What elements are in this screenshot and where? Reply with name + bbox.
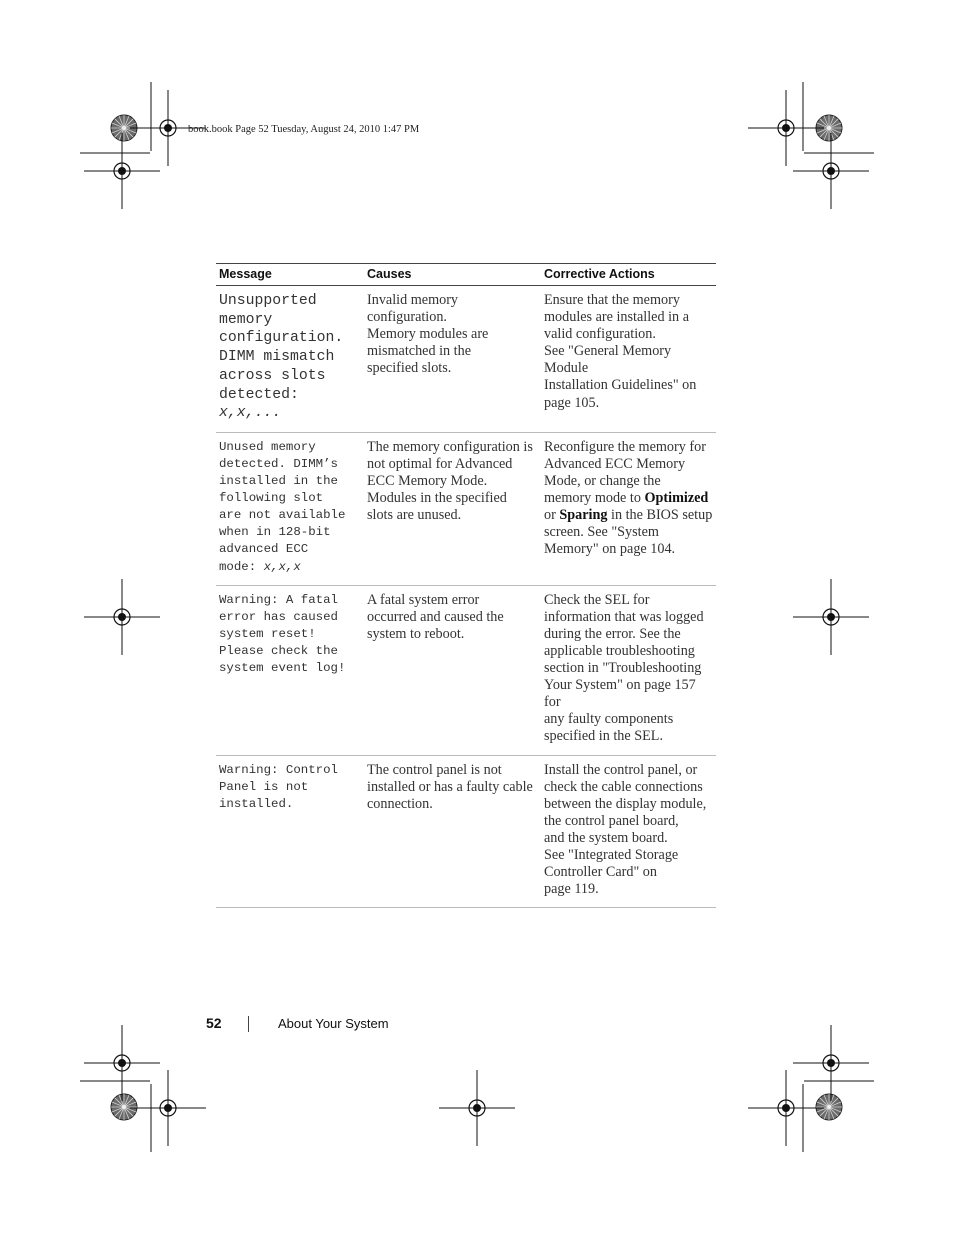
message-line: across slots <box>219 367 326 384</box>
cause-line: Memory modules are <box>367 326 489 343</box>
message-line: memory <box>219 311 273 328</box>
cause-line: Invalid memory <box>367 292 459 308</box>
action-text: in the BIOS setup <box>607 507 713 524</box>
action-line: Mode, or change the <box>544 473 661 490</box>
table-row <box>216 755 716 908</box>
footer-divider <box>248 1016 249 1032</box>
causes-cell <box>364 432 541 585</box>
cross-reference-link[interactable]: See "General Memory <box>544 343 672 360</box>
column-header-message: Message <box>216 264 364 286</box>
action-line <box>544 507 713 524</box>
action-line: information that was logged <box>544 608 704 625</box>
message-line: Panel is not <box>219 779 309 794</box>
bios-option-optimized: Optimized <box>644 490 709 507</box>
column-header-causes: Causes <box>364 264 541 286</box>
cause-line: slots are unused. <box>367 507 462 524</box>
action-line: during the error. See the <box>544 625 681 642</box>
action-line: and the system board. <box>544 829 668 846</box>
cause-line: A fatal system error <box>367 591 480 608</box>
message-line: when in 128-bit <box>219 525 331 540</box>
cause-line: connection. <box>367 795 433 812</box>
message-line: configuration. <box>219 330 344 347</box>
page-number: 52 <box>206 1015 222 1031</box>
action-line: the control panel board, <box>544 812 679 829</box>
registration-mark-icon <box>748 90 824 166</box>
message-variable: x,x,x <box>263 559 301 574</box>
message-line: are not available <box>219 508 346 523</box>
registration-mark-icon <box>439 1070 515 1146</box>
action-line: Advanced ECC Memory <box>544 456 686 473</box>
message-line: detected. DIMM’s <box>219 457 338 472</box>
cross-reference-link[interactable]: page 119. <box>544 881 599 898</box>
message-line: detected: <box>219 386 299 403</box>
message-line: system event log! <box>219 661 346 676</box>
action-text: or <box>544 507 560 524</box>
cross-reference-link[interactable]: page 105. <box>544 394 600 411</box>
message-prefix: mode: <box>219 559 264 574</box>
bios-option-sparing: Sparing <box>559 507 608 524</box>
color-target-bottom-right-icon <box>816 1094 842 1120</box>
message-line: DIMM mismatch <box>219 349 335 366</box>
corrective-actions-cell <box>541 755 716 908</box>
cause-line: system to reboot. <box>367 625 465 642</box>
action-line: Reconfigure the memory for <box>544 438 706 455</box>
cause-line: installed or has a faulty cable <box>367 778 533 795</box>
message-variable: x,x,... <box>219 405 282 422</box>
print-slug: book.book Page 52 Tuesday, August 24, 2010 1:47 PM <box>188 124 420 135</box>
message-line: installed. <box>219 796 294 811</box>
cross-reference-link[interactable]: Installation Guidelines" on <box>544 377 697 394</box>
registration-mark-icon <box>793 579 869 655</box>
footer-chapter-title: About Your System <box>278 1016 389 1031</box>
message-cell <box>216 432 364 585</box>
system-messages-table <box>216 263 716 908</box>
action-line: Install the control panel, or <box>544 761 698 778</box>
registration-mark-icon <box>84 579 160 655</box>
table-row <box>216 432 716 585</box>
corrective-actions-cell <box>541 585 716 755</box>
message-line: Unused memory <box>219 439 316 454</box>
cause-line: configuration. <box>367 309 447 326</box>
cross-reference-link[interactable]: Memory" on page 104. <box>544 541 676 558</box>
message-cell <box>216 286 364 433</box>
action-line: Check the SEL for <box>544 591 650 608</box>
table-header-row <box>216 264 716 286</box>
action-line: valid configuration. <box>544 326 656 343</box>
table-row <box>216 585 716 755</box>
cross-reference-link[interactable]: screen. See "System <box>544 524 659 541</box>
column-header-corrective-actions: Corrective Actions <box>541 264 716 286</box>
message-line: Warning: Control <box>219 762 338 777</box>
cross-reference-link[interactable]: Your System" on page 157 for <box>544 677 696 711</box>
cross-reference-link[interactable]: section in "Troubleshooting <box>544 660 702 677</box>
message-line: advanced ECC <box>219 542 309 557</box>
action-line: specified in the SEL. <box>544 728 663 745</box>
registration-mark-icon <box>793 1025 869 1101</box>
cross-reference-link[interactable]: Controller Card" on <box>544 864 657 881</box>
cause-line: not optimal for Advanced <box>367 456 513 473</box>
action-text: memory mode to <box>544 490 645 507</box>
cause-line: The memory configuration is <box>367 438 533 455</box>
message-line: Unsupported <box>219 293 317 309</box>
message-line: installed in the <box>219 474 338 489</box>
action-line <box>544 490 713 507</box>
causes-cell <box>364 755 541 908</box>
message-cell <box>216 585 364 755</box>
message-line: Warning: A fatal <box>219 592 338 607</box>
cross-reference-link[interactable]: See "Integrated Storage <box>544 846 679 863</box>
action-line: applicable troubleshooting <box>544 642 695 659</box>
action-line: between the display module, <box>544 795 707 812</box>
message-cell <box>216 755 364 908</box>
cause-line: occurred and caused the <box>367 608 504 625</box>
cross-reference-link[interactable]: Module <box>544 360 589 377</box>
registration-mark-icon <box>793 133 869 209</box>
message-line: error has caused <box>219 609 338 624</box>
cause-line: ECC Memory Mode. <box>367 473 488 490</box>
corrective-actions-cell <box>541 432 716 585</box>
cause-line: specified slots. <box>367 360 452 377</box>
cause-line: mismatched in the <box>367 343 472 360</box>
causes-cell <box>364 286 541 433</box>
action-line: modules are installed in a <box>544 309 689 326</box>
message-line: system reset! <box>219 626 316 641</box>
action-line: check the cable connections <box>544 778 703 795</box>
action-line: any faulty components <box>544 711 674 728</box>
action-line: Ensure that the memory <box>544 292 680 308</box>
registration-mark-icon <box>84 1025 160 1101</box>
color-target-bottom-left-icon <box>111 1094 137 1120</box>
registration-mark-icon <box>84 133 160 209</box>
cause-line: Modules in the specified <box>367 490 507 507</box>
message-line: Please check the <box>219 643 338 658</box>
causes-cell <box>364 585 541 755</box>
message-line: following slot <box>219 491 324 506</box>
cause-line: The control panel is not <box>367 761 502 778</box>
corrective-actions-cell <box>541 286 716 433</box>
message-line <box>219 559 361 576</box>
table-row <box>216 286 716 433</box>
